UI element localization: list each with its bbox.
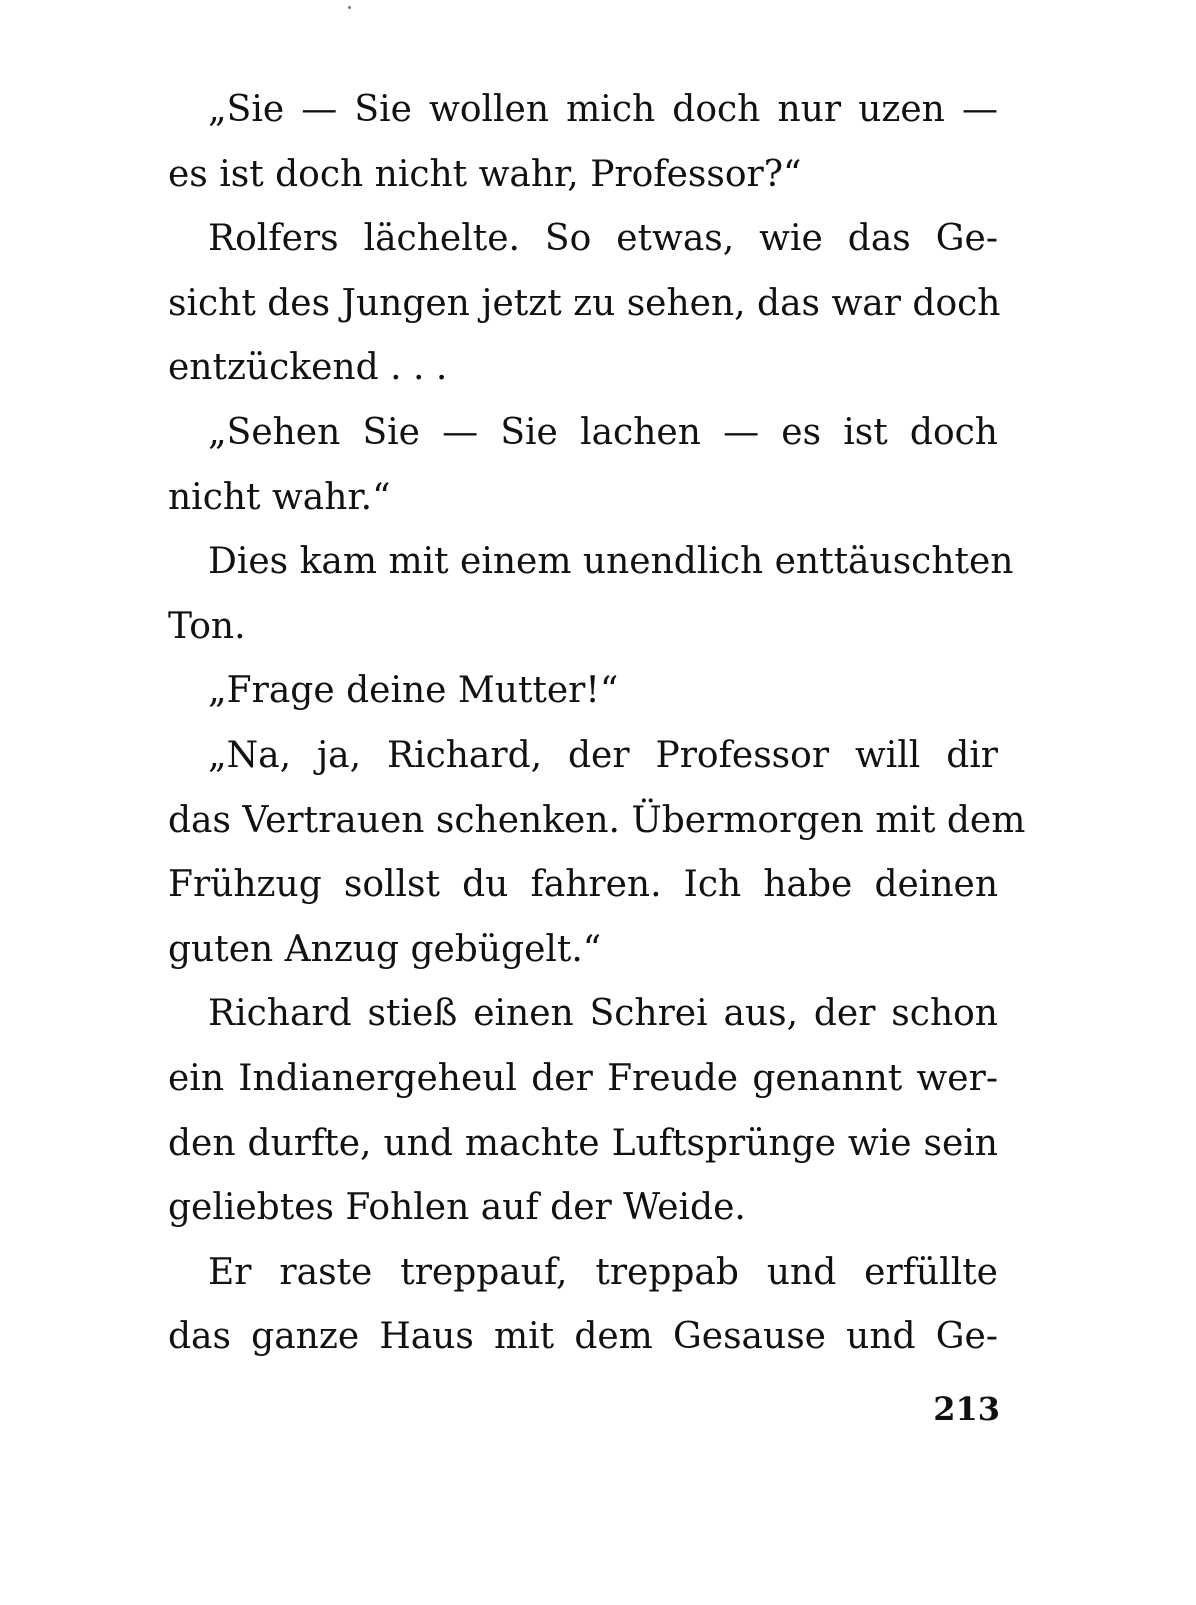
text-line: das ganze Haus mit dem Gesause und Ge- xyxy=(168,1316,998,1358)
text-line: den durfte, und machte Luftsprünge wie sein xyxy=(168,1122,998,1164)
text-line: „Frage deine Mutter!“ xyxy=(208,670,619,712)
text-line: „Sie — Sie wollen mich doch nur uzen — xyxy=(208,89,998,130)
text-line: Frühzug sollst du fahren. Ich habe deinen xyxy=(168,864,998,906)
text-line: Er raste treppauf, treppab und erfüllte xyxy=(208,1251,998,1293)
text-line: Rolfers lächelte. So etwas, wie das Ge- xyxy=(208,218,998,260)
text-line: „Na, ja, Richard, der Professor will dir xyxy=(208,734,998,776)
text-line: Dies kam mit einem unendlich enttäuschten xyxy=(208,541,1014,583)
text-line: Richard stieß einen Schrei aus, der schon xyxy=(208,993,998,1035)
text-line: guten Anzug gebügelt.“ xyxy=(168,928,602,970)
body-text xyxy=(168,78,1026,1370)
text-line: das Vertrauen schenken. Übermorgen mit dem xyxy=(168,799,1026,841)
text-line: ein Indianergeheul der Freude genannt wer- xyxy=(168,1057,998,1099)
text-line: „Sehen Sie — Sie lachen — es ist doch xyxy=(208,411,998,453)
text-line: es ist doch nicht wahr, Professor?“ xyxy=(168,153,802,195)
text-line: nicht wahr.“ xyxy=(168,476,391,518)
page-number: 213 xyxy=(933,1390,1000,1428)
dust-speck xyxy=(348,6,351,9)
text-line: geliebtes Fohlen auf der Weide. xyxy=(168,1187,746,1229)
text-line: Ton. xyxy=(168,605,246,647)
text-line: entzückend . . . xyxy=(168,347,448,389)
text-line: sicht des Jungen jetzt zu sehen, das war doch xyxy=(168,282,1001,324)
